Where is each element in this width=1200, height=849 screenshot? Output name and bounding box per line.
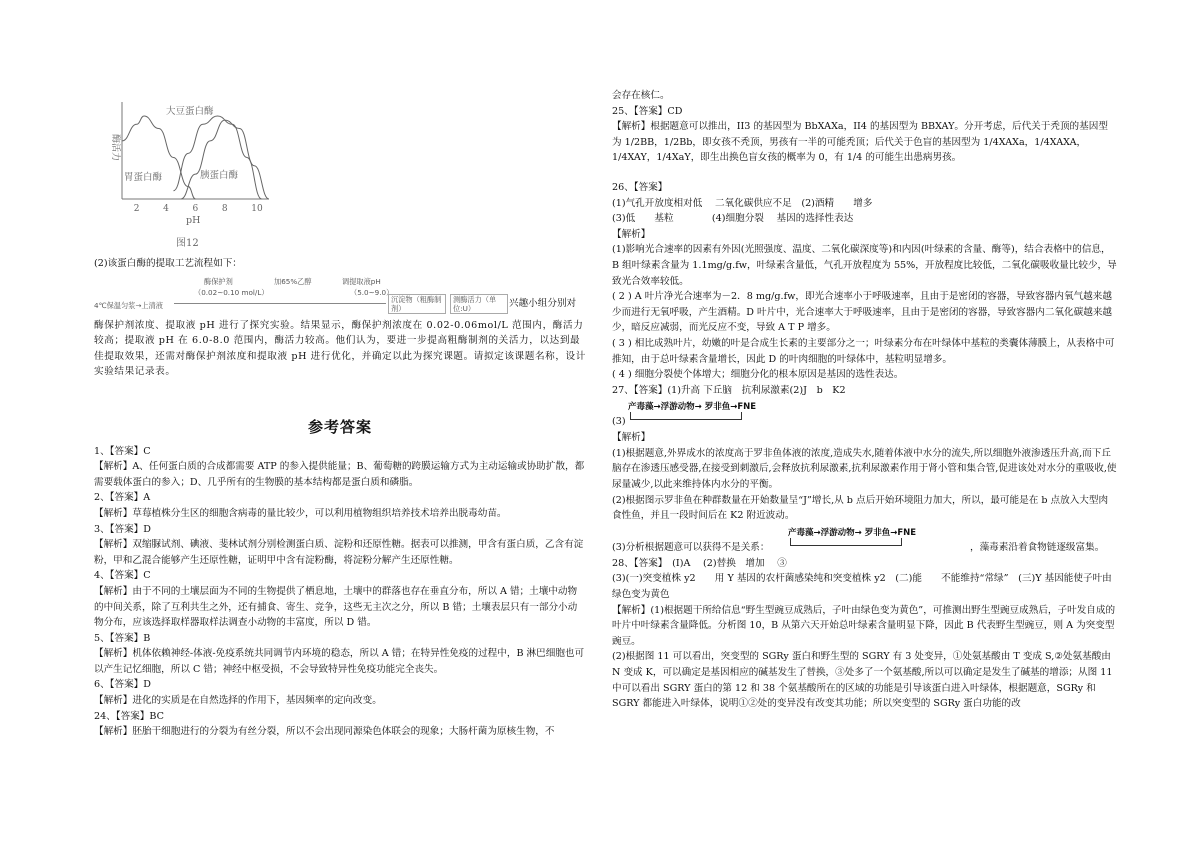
answer-line: 【解析】由于不同的土壤层面为不同的生物提供了栖息地，土壤中的群落也存在垂直分布，所以 A 错；土壤中动物的中间关系，除了互利共生之外，还有捕食、寄生、竞争，这些无主次之分，所以 B 错；土壤表层只有一部分小动物分布，应该选择取样器取样法调查小动物的丰富度，所以 D 错。	[94, 585, 578, 629]
food-chain-bracket	[630, 412, 742, 420]
answer-line: 28、【答案】 (I)A (2)替换 增加 ③	[612, 557, 787, 569]
answer-line: (3)低 基粒 (4)细胞分裂 基因的选择性表达	[612, 213, 854, 225]
food-chain-2-bracket	[790, 538, 902, 546]
q3-label: (3)	[612, 416, 626, 428]
flow-step3: 调提取液pH	[342, 276, 381, 286]
answer-line: ( 2 ) A 叶片净光合速率为－2．8 mg/g.fw，即光合速率小于呼吸速率，且由于是密闭的容器，导致容器内氧气越来越少而进行无氧呼吸，产生酒精。D 叶片中，光合速率大于呼吸速率，且由于是密闭的容器，导致容器内二氧化碳越来越少，暗反应减弱，而光反应不变，导致 A T P 增多。	[612, 291, 1113, 334]
flow-step3-range: （5.0~9.0）	[350, 287, 394, 297]
flow-box-precipitate: 沉淀物（粗酶制剂）	[388, 294, 446, 314]
answer-line: 24、【答案】BC	[94, 710, 164, 722]
food-chain	[628, 400, 756, 416]
answer-line: 【解析】草莓植株分生区的细胞含病毒的量比较少，可以利用植物组织培养技术培养出脱毒幼苗。	[94, 507, 507, 519]
left-column	[94, 88, 586, 740]
answer-line: (1)根据题意,外界成水的浓度高于罗非鱼体液的浓度,造成失水,随着体液中水分的流失,所以细胞外液渗透压升高,而下丘脑存在渗透压感受器,在接受到刺激后,会释放抗利尿激素,抗利尿激素作用于肾小管和集合管,促进该处对水分的重吸收,使尿量减少,以此来维持体内水分的平衡。	[612, 447, 1117, 491]
answer-line: 【解析】(1)根据题干所给信息“野生型豌豆成熟后，子叶由绿色变为黄色”，可推测出野生型豌豆成熟后，子叶发自成的叶片中叶绿素含量降低。分析图 10，B 从第六天开始总叶绿素含量明显下降，因此 B 代表野生型豌豆，则 A 为突变型豌豆。	[612, 604, 1116, 647]
curve-label-stomach: 胃蛋白酶	[124, 172, 163, 183]
answer-line: (2)根据图示罗非鱼在种群数量在开始数量呈“J”增长,从 b 点后开始环境阻力加大，所以，最可能是在 b 点放入大型肉食性鱼，并且一段时间后在 K2 附近波动。	[612, 494, 1109, 522]
food-chain-2	[788, 526, 916, 542]
q3-analysis-suffix: ，藻毒素沿着食物链逐级富集。	[970, 541, 1105, 553]
answer-line: 【解析】	[612, 228, 651, 240]
answer-line: 【解析】进化的实质是在自然选择的作用下，基因频率的定向改变。	[94, 695, 382, 707]
x-tick-label: 6	[192, 204, 199, 214]
answer-line: (1)气孔开放度相对低 二氧化碳供应不足 (2)酒精 增多	[612, 197, 873, 209]
curve-label-soy: 大豆蛋白酶	[166, 106, 214, 117]
answer-line: 【解析】胚胎干细胞进行的分裂为有丝分裂，所以不会出现同源染色体联会的现象；大肠杆菌为原核生物，不	[94, 726, 555, 738]
flow-step1: 酶保护剂	[204, 276, 233, 286]
process-flow	[94, 272, 586, 318]
flow-step1-range: （0.02~0.10 mol/L）	[194, 287, 269, 297]
answer-line: 【解析】	[612, 432, 651, 444]
answer-line: 4、【答案】C	[94, 570, 151, 582]
curve-label-pancreas: 胰蛋白酶	[200, 170, 239, 181]
answer-line: ( 4 ) 细胞分裂使个体增大；细胞分化的根本原因是基因的选性表达。	[612, 369, 904, 381]
answers-title: 参考答案	[307, 417, 372, 436]
flow-arrow-line	[174, 303, 386, 304]
answer-line: (3)(一)突变植株 y2 用 Y 基因的农杆菌感染纯和突变植株 y2 (二)能 不能维持“常绿” (三)Y 基因能使子叶由绿色变为黄色	[612, 573, 1112, 601]
x-tick-label: 4	[163, 204, 169, 214]
x-tick-label: 8	[221, 204, 228, 214]
answer-list-left	[94, 444, 586, 740]
figure-caption: 图12	[176, 238, 199, 249]
answer-line: 25、【答案】CD	[612, 105, 683, 117]
answer-line: 【解析】根据题意可以推出，II3 的基因型为 BbXAXa，II4 的基因型为 BBXAY。分开考虑，后代关于秃顶的基因型为 1/2BB，1/2Bb，即女孩不秃顶，男孩有一半的可能秃顶；后代关于色盲的基因型为 1/4XAXa，1/4XAXA，1/4XAY，1/4XaY，即生出换色盲女孩的概率为 0，有 1/4 的可能生出患病男孩。	[612, 121, 1108, 164]
answer-line: (1)影响光合速率的因素有外因(光照强度、温度、二氧化碳深度等)和内因(叶绿素的含量、酶等)，结合表格中的信息，B 组叶绿素含量为 1.1mg/g.fw，叶绿素含量低，气孔开放程度为 55%，开放程度比较低，二氧化碳吸收量比较少，导致光合效率较低。	[612, 244, 1117, 287]
answer-line: (2)根据图 11 可以看出，突变型的 SGRy 蛋白和野生型的 SGRY 有 3 处变异，①处氨基酸由 T 变成 S,②处氨基酸由 N 变成 K，可以确定是基因相应的碱基发生了替换，③处多了一个氨基酸,所以可以确定是发生了碱基的增添；从图 11 中可以看出 SGRY 蛋白的第 12 和 38 个氨基酸所在的区域的功能是引导该蛋白进入叶绿体，根据题意，SGRy 和 SGRY 都能进入叶绿体，说明①②处的变异没有改变其功能；所以突变型的 SGRy 蛋白功能的改	[612, 651, 1113, 710]
answer-line: 1、【答案】C	[94, 445, 151, 457]
figure-12	[94, 88, 586, 256]
x-tick-label: 2	[133, 204, 140, 214]
q2-text: 酶保护剂浓度、提取液 pH 进行了探究实验。结果显示，酶保护剂浓度在 0.02-0.06mol/L 范围内，酶活力较高；提取液 pH 在 6.0-8.0 范围内，酶活力较高。他们认为，要进一步提高粗酶制剂的关活力，以达到最佳提取效果，还需对酶保护剂浓度和提取液 pH 进行优化，并确定以此为探究课题。请拟定该课题名称，设计实验结果记录表。	[94, 319, 586, 378]
x-axis-label: pH	[186, 215, 201, 226]
answer-line: ( 3 ) 相比成熟叶片，幼嫩的叶是合成生长素的主要部分之一；叶绿素分布在叶绿体中基粒的类囊体薄膜上，从表格中可推知，由于总叶绿素含量增长，因此 D 的叶肉细胞的叶绿体中，基粒明显增多。	[612, 337, 1115, 365]
answer-line: 27、【答案】(1)升高 下丘脑 抗利尿激素(2)J b K2	[612, 384, 846, 396]
answer-line: 2、【答案】A	[94, 492, 151, 504]
answer-line: 26、【答案】	[612, 181, 668, 193]
q3-analysis-prefix: (3)分析根据题意可以获得不是关系：	[612, 541, 770, 553]
x-tick-label: 10	[251, 204, 263, 214]
q2-tail: 兴趣小组分别对	[509, 297, 577, 309]
q2-intro: (2)该蛋白酶的提取工艺流程如下：	[94, 258, 242, 269]
food-chain-2-text: 产毒藻→浮游动物→ 罗非鱼→FNE	[788, 527, 917, 538]
answer-line: 【解析】A、任何蛋白质的合成都需要 ATP 的参入提供能量；B、葡萄糖的跨膜运输方式为主动运输或协助扩散，都需要载体蛋白的参入；D、几乎所有的生物膜的基本结构都是蛋白质和磷脂。	[94, 461, 585, 488]
food-chain-figure	[612, 398, 1117, 430]
answer-line: 【解析】机体依赖神经-体液-免疫系统共同调节内环境的稳态，所以 A 错；在特异性免疫的过程中，B 淋巴细胞也可以产生记忆细胞，所以 C 错；神经中枢受损，不会导致特异性免疫功能完全丧失。	[94, 648, 585, 675]
food-chain-text: 产毒藻→浮游动物→ 罗非鱼→FNE	[628, 402, 757, 413]
curves	[122, 116, 269, 199]
x-ticks	[134, 204, 263, 214]
answer-line: 5、【答案】B	[94, 632, 151, 644]
right-column	[612, 88, 1117, 712]
flow-box-measure: 测酶活力（单位:U）	[450, 294, 508, 314]
enzyme-activity-chart	[104, 94, 274, 256]
flow-step2: 加65%乙醇	[274, 276, 312, 286]
answer-line: 会存在核仁。	[612, 90, 670, 101]
answer-line: 6、【答案】D	[94, 679, 151, 691]
answer-line: 3、【答案】D	[94, 523, 151, 535]
flow-start: 4℃保温匀浆→上清液	[94, 300, 163, 310]
y-axis-label: 酶活力	[110, 134, 120, 162]
food-chain-figure-2	[612, 524, 1117, 556]
answer-line: 【解析】双缩脲试剂、碘液、斐林试剂分别检测蛋白质、淀粉和还原性糖。据表可以推测，甲含有蛋白质，乙含有淀粉，甲和乙混合能够产生还原性糖，证明甲中含有淀粉酶，将淀粉分解产生还原性糖。	[94, 539, 584, 566]
